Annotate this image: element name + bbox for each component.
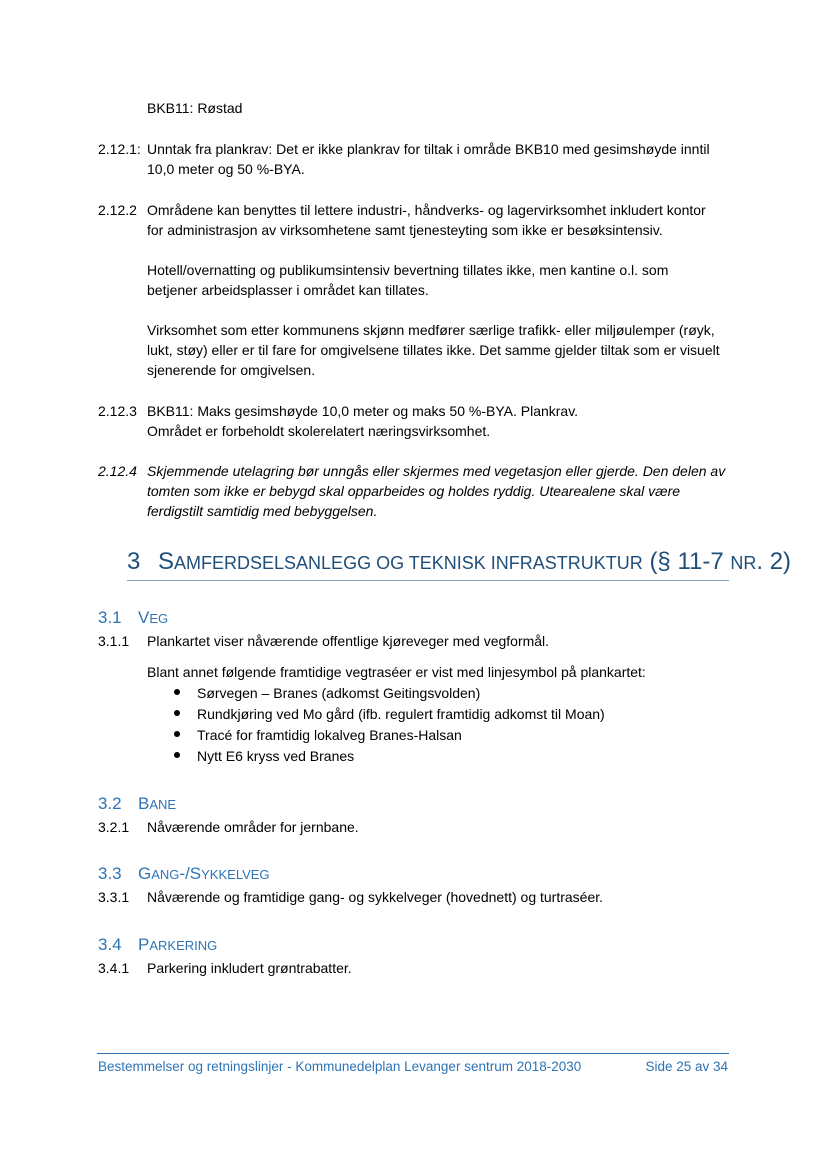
item-text: Blant annet følgende framtidige vegtraséer er vist med linjesymbol på plankartet:: [147, 664, 646, 680]
item-text: 10,0 meter og 50 %-BYA.: [147, 161, 305, 177]
list-item: Rundkjøring ved Mo gård (ifb. regulert framtidig adkomst til Moan): [197, 706, 605, 722]
section-title: [138, 935, 217, 955]
section-title-sep: -/: [179, 864, 190, 883]
item-text: Området er forbeholdt skolerelatert næringsvirksomhet.: [147, 423, 491, 439]
chapter-title-ref: (§ 11-7: [649, 548, 724, 575]
bullet-marker: [174, 710, 180, 716]
page-number: Side 25 av 34: [645, 1059, 728, 1074]
item-text: tomten som ikke er bebygd skal opparbeides og holdes ryddig. Utearealene skal være: [147, 483, 681, 499]
section-title-rest: ANE: [149, 797, 177, 812]
item-text: Skjemmende utelagring bør unngås eller skjermes med vegetasjon eller gjerde. Den delen av: [147, 463, 726, 479]
item-number: 2.12.3: [98, 403, 137, 419]
bullet-marker: [174, 731, 180, 737]
list-item: Nytt E6 kryss ved Branes: [197, 748, 355, 764]
item-text: Hotell/overnatting og publikumsintensiv bevertning tillates ikke, men kantine o.l. som: [147, 262, 669, 278]
item-text: Virksomhet som etter kommunens skjønn medfører særlige trafikk- eller miljøulemper (røyk,: [147, 322, 715, 338]
footer-title: Bestemmelser og retningslinjer - Kommunedelplan Levanger sentrum 2018-2030: [98, 1059, 582, 1074]
section-title: [138, 794, 176, 814]
item-text: Områdene kan benyttes til lettere industri-, håndverks- og lagervirksomhet inkludert kontor: [147, 202, 706, 218]
item-number: 3.1.1: [98, 633, 130, 649]
chapter-number: 3: [127, 548, 141, 575]
section-title-cap: G: [138, 864, 152, 883]
item-text: Unntak fra plankrav: Det er ikke plankrav for tiltak i område BKB10 med gesimshøyde inntil: [147, 141, 710, 157]
section-title: [138, 608, 168, 628]
section-title-cap: P: [138, 935, 150, 954]
item-text: Plankartet viser nåværende offentlige kjøreveger med vegformål.: [147, 633, 550, 649]
bullet-marker: [174, 689, 180, 695]
item-text: ferdigstilt samtidig med bebyggelsen.: [147, 503, 378, 519]
section-title-cap2: S: [189, 864, 202, 883]
section-title: [138, 864, 270, 884]
item-text: sjenerende for omgivelsen.: [147, 362, 316, 378]
item-text: Nåværende områder for jernbane.: [147, 819, 359, 835]
item-text: betjener arbeidsplasser i området kan tillates.: [147, 282, 429, 298]
section-number: 3.2: [98, 794, 122, 813]
section-title-rest2: YKKELVEG: [201, 867, 270, 882]
chapter-title: [158, 548, 791, 576]
section-number: 3.4: [98, 935, 122, 954]
item-text: Parkering inkludert grøntrabatter.: [147, 960, 352, 976]
list-item: Tracé for framtidig lokalveg Branes-Halsan: [197, 727, 462, 743]
chapter-title-rest: AMFERDSELSANLEGG OG TEKNISK INFRASTRUKTUR: [174, 553, 643, 573]
item-number: 2.12.2: [98, 202, 137, 218]
item-text: BKB11: Maks gesimshøyde 10,0 meter og maks 50 %-BYA. Plankrav.: [147, 403, 579, 419]
list-item: Sørvegen – Branes (adkomst Geitingsvolden): [197, 685, 481, 701]
footer-rule: [97, 1053, 729, 1054]
section-title-rest: EG: [149, 611, 169, 626]
section-title-cap: B: [138, 794, 150, 813]
body-text: BKB11: Røstad: [147, 100, 243, 116]
chapter-rule: [127, 580, 729, 581]
section-number: 3.3: [98, 864, 122, 883]
item-number: 3.4.1: [98, 960, 130, 976]
item-text: Nåværende og framtidige gang- og sykkelveger (hovednett) og turtraséer.: [147, 889, 604, 905]
item-number: 2.12.4: [98, 463, 137, 479]
chapter-title-end: . 2): [756, 548, 792, 575]
bullet-marker: [174, 752, 180, 758]
section-title-rest: ARKERING: [149, 938, 218, 953]
item-number: 2.12.1:: [98, 141, 141, 157]
item-text: for administrasjon av virksomhetene samt tjenesteyting som ikke er besøksintensiv.: [147, 222, 663, 238]
item-number: 3.2.1: [98, 819, 130, 835]
section-title-cap: V: [138, 608, 150, 627]
section-number: 3.1: [98, 608, 122, 627]
item-text: lukt, støy) eller er til fare for omgivelsene tillates ikke. Det samme gjelder tiltak som er visuelt: [147, 342, 720, 358]
section-title-rest: ANG: [151, 867, 180, 882]
item-number: 3.3.1: [98, 889, 130, 905]
chapter-title-nr: NR: [730, 553, 757, 573]
chapter-title-cap: S: [158, 548, 175, 575]
